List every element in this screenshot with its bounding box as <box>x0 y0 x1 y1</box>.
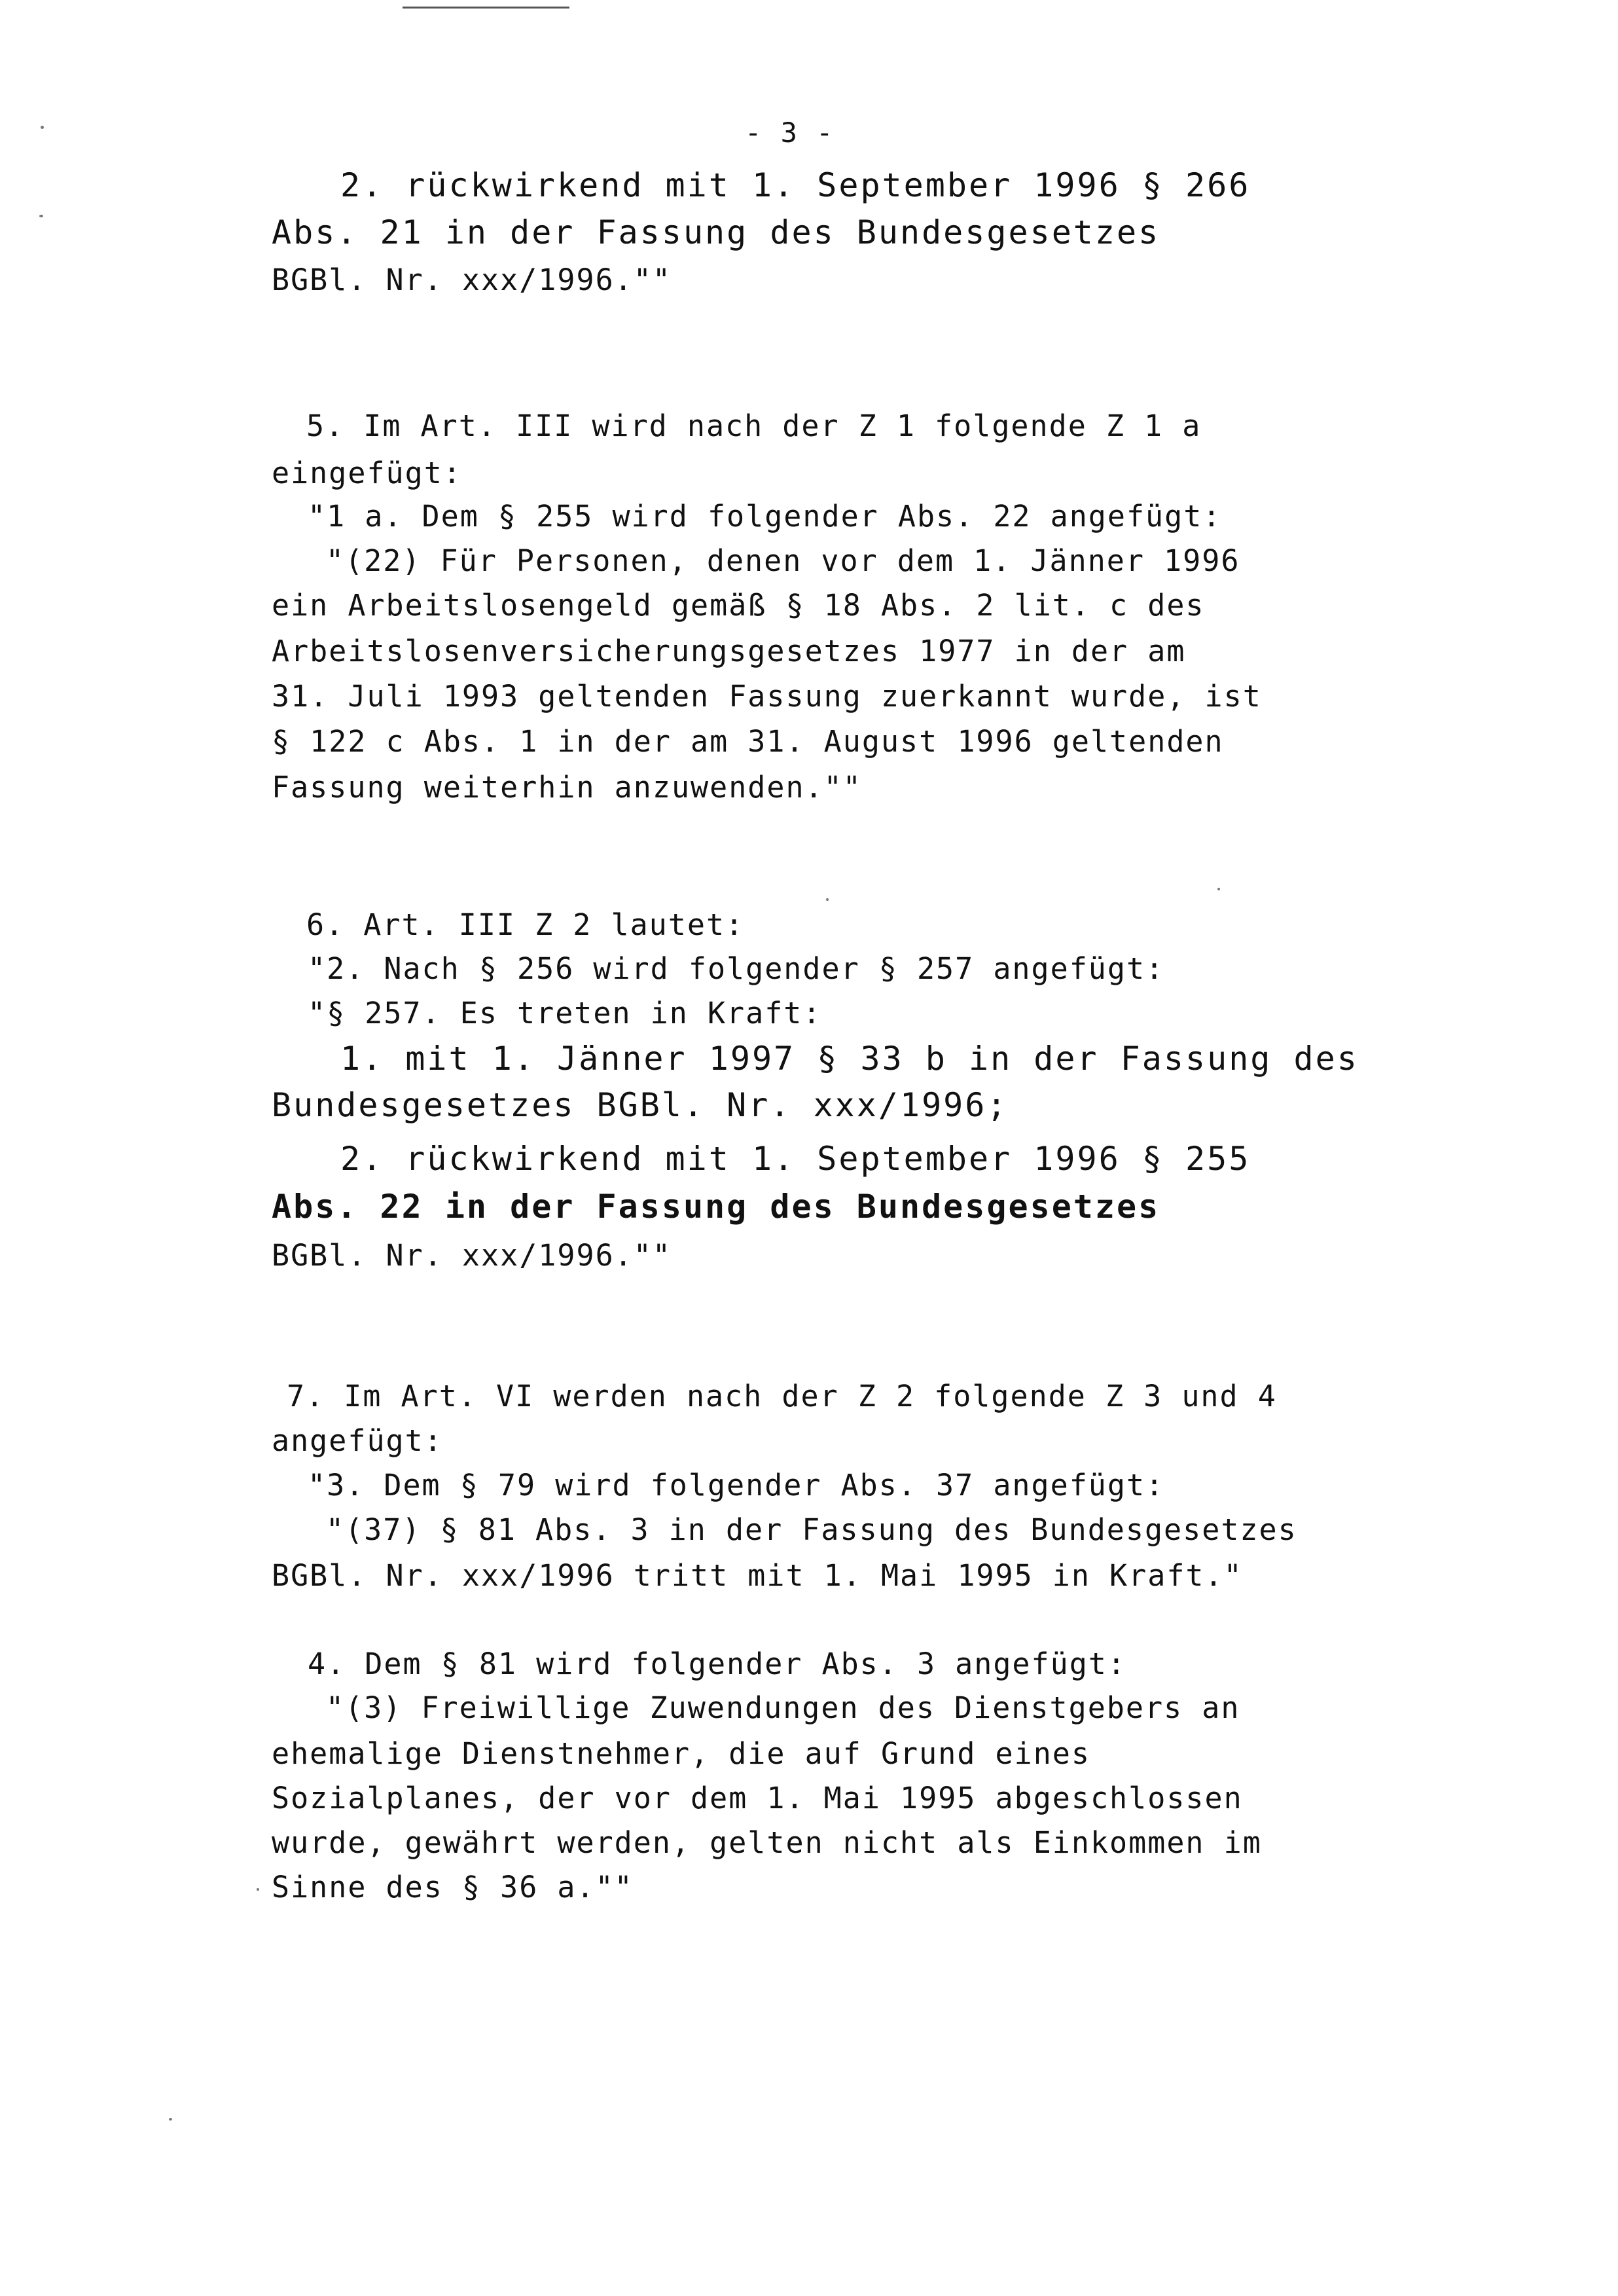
text-line: 2. rückwirkend mit 1. September 1996 § 266 <box>340 166 1251 204</box>
scan-speck <box>1217 888 1220 890</box>
text-line: Sozialplanes, der vor dem 1. Mai 1995 abgeschlossen <box>272 1781 1243 1815</box>
text-line: angefügt: <box>272 1423 443 1458</box>
page-number: - 3 - <box>745 117 835 149</box>
text-line: eingefügt: <box>272 456 462 490</box>
text-line: ehemalige Dienstnehmer, die auf Grund eines <box>272 1736 1090 1771</box>
text-line: BGBl. Nr. xxx/1996."" <box>272 1238 672 1273</box>
scan-speck <box>169 2118 172 2121</box>
text-line: wurde, gewährt werden, gelten nicht als Einkommen im <box>272 1825 1262 1860</box>
text-line: 31. Juli 1993 geltenden Fassung zuerkannt wurde, ist <box>272 679 1262 714</box>
text-line: "(22) Für Personen, denen vor dem 1. Jänner 1996 <box>326 543 1240 578</box>
text-line: Bundesgesetzes BGBl. Nr. xxx/1996; <box>272 1086 1009 1124</box>
scan-speck <box>826 898 829 901</box>
text-line: 5. Im Art. III wird nach der Z 1 folgende Z 1 a <box>306 409 1202 443</box>
text-line: § 122 c Abs. 1 in der am 31. August 1996 geltenden <box>272 724 1224 759</box>
text-line: 7. Im Art. VI werden nach der Z 2 folgende Z 3 und 4 <box>287 1379 1277 1413</box>
text-line: "1 a. Dem § 255 wird folgender Abs. 22 angefügt: <box>308 499 1222 534</box>
text-line: "(3) Freiwillige Zuwendungen des Dienstgebers an <box>326 1690 1240 1725</box>
text-line: Abs. 22 in der Fassung des Bundesgesetzes <box>272 1188 1160 1226</box>
scan-speck <box>41 126 44 129</box>
text-line: 4. Dem § 81 wird folgender Abs. 3 angefügt: <box>308 1647 1126 1681</box>
text-line: 2. rückwirkend mit 1. September 1996 § 255 <box>340 1140 1251 1178</box>
text-line: Sinne des § 36 a."" <box>272 1870 634 1904</box>
text-line: BGBl. Nr. xxx/1996."" <box>272 263 672 297</box>
text-line: Fassung weiterhin anzuwenden."" <box>272 770 862 805</box>
scan-speck <box>257 1888 259 1891</box>
text-line: "2. Nach § 256 wird folgender § 257 angefügt: <box>308 951 1165 986</box>
top-rule <box>403 7 569 9</box>
text-line: "§ 257. Es treten in Kraft: <box>308 996 822 1030</box>
text-line: 6. Art. III Z 2 lautet: <box>306 907 745 942</box>
text-line: Arbeitslosenversicherungsgesetzes 1977 in der am <box>272 634 1186 668</box>
text-line: Abs. 21 in der Fassung des Bundesgesetzes <box>272 213 1160 251</box>
text-line: ein Arbeitslosengeld gemäß § 18 Abs. 2 lit. c des <box>272 588 1205 623</box>
text-line: 1. mit 1. Jänner 1997 § 33 b in der Fassung des <box>340 1040 1359 1078</box>
scan-speck <box>39 215 43 217</box>
text-line: "(37) § 81 Abs. 3 in der Fassung des Bundesgesetzes <box>326 1512 1297 1547</box>
text-line: BGBl. Nr. xxx/1996 tritt mit 1. Mai 1995 in Kraft." <box>272 1558 1243 1593</box>
text-line: "3. Dem § 79 wird folgender Abs. 37 angefügt: <box>308 1468 1165 1503</box>
